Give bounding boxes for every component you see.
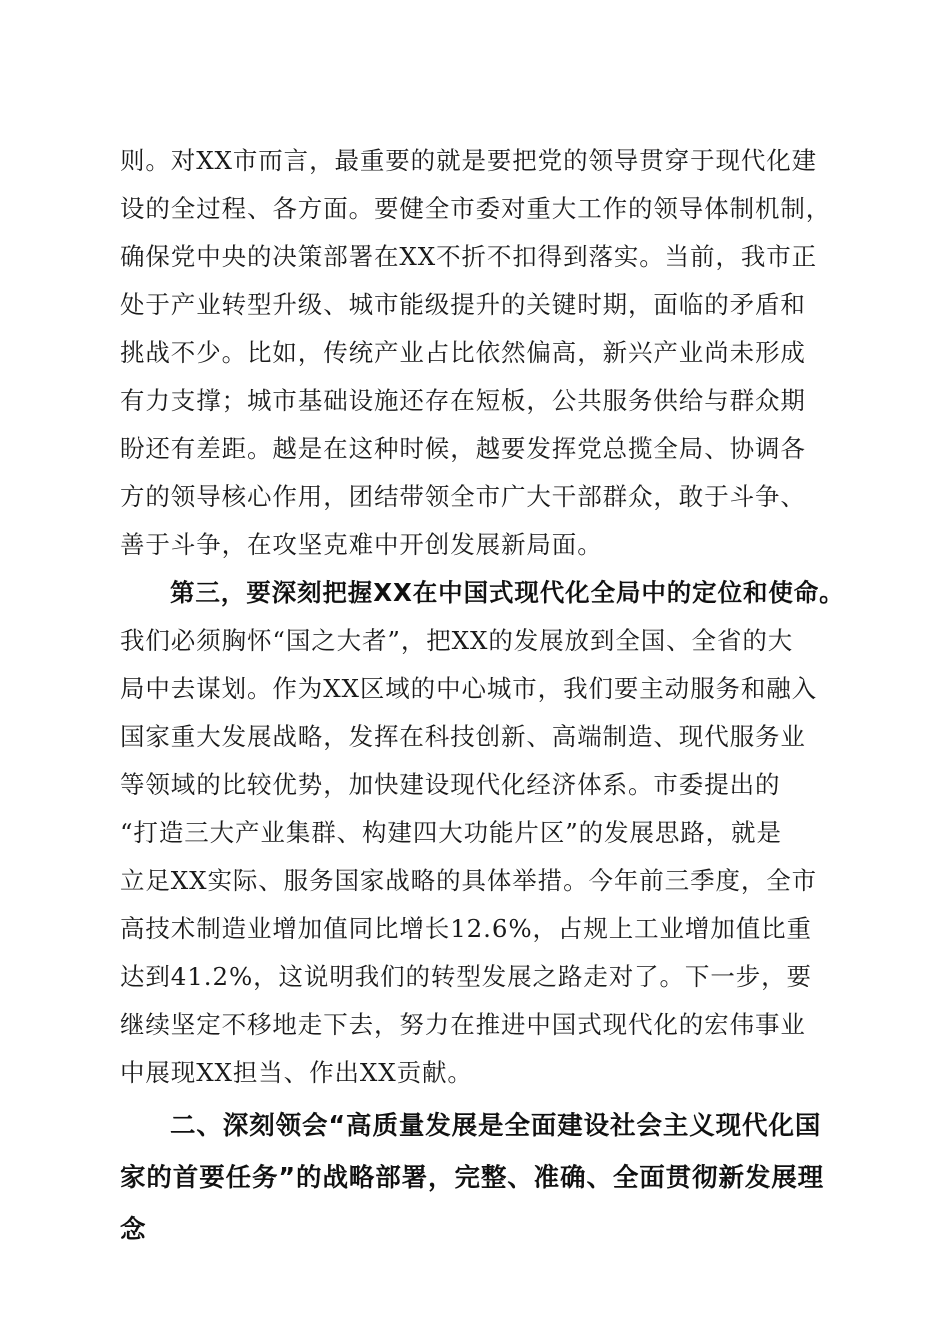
- section-heading-line: 家的首要任务”的战略部署，完整、准确、全面贯彻新发展理: [120, 1163, 825, 1193]
- body-text-line: 有力支撑；城市基础设施还存在短板，公共服务供给与群众期: [120, 386, 806, 415]
- body-text-line: 继续坚定不移地走下去，努力在推进中国式现代化的宏伟事业: [120, 1010, 806, 1039]
- paragraph-lead-sentence: 第三，要深刻把握XX在中国式现代化全局中的定位和使命。: [170, 578, 845, 607]
- body-text-line: 达到41.2%，这说明我们的转型发展之路走对了。下一步，要: [120, 962, 812, 991]
- body-text-line: 等领域的比较优势，加快建设现代化经济体系。市委提出的: [120, 770, 781, 799]
- body-text-line: 高技术制造业增加值同比增长12.6%，占规上工业增加值比重: [120, 914, 812, 943]
- section-heading-line: 二、深刻领会“高质量发展是全面建设社会主义现代化国: [170, 1111, 822, 1141]
- body-text-line: 中展现XX担当、作出XX贡献。: [120, 1058, 473, 1087]
- body-text-line: 盼还有差距。越是在这种时候，越要发挥党总揽全局、协调各: [120, 434, 806, 463]
- body-text-line: 则。对XX市而言，最重要的就是要把党的领导贯穿于现代化建: [120, 146, 818, 175]
- body-text-line: 局中去谋划。作为XX区域的中心城市，我们要主动服务和融入: [120, 674, 818, 703]
- body-text-line: 立足XX实际、服务国家战略的具体举措。今年前三季度，全市: [120, 866, 818, 895]
- body-text-line: 方的领导核心作用，团结带领全市广大干部群众，敢于斗争、: [120, 482, 806, 511]
- body-text-line: 挑战不少。比如，传统产业占比依然偏高，新兴产业尚未形成: [120, 338, 806, 367]
- body-text-line: 我们必须胸怀“国之大者”，把XX的发展放到全国、全省的大: [120, 626, 794, 655]
- body-text-line: 处于产业转型升级、城市能级提升的关键时期，面临的矛盾和: [120, 290, 806, 319]
- body-text-line: 国家重大发展战略，发挥在科技创新、高端制造、现代服务业: [120, 722, 806, 751]
- body-text-line: “打造三大产业集群、构建四大功能片区”的发展思路，就是: [120, 818, 782, 847]
- body-text-line: 确保党中央的决策部署在XX不折不扣得到落实。当前，我市正: [120, 242, 818, 271]
- body-text-line: 善于斗争，在攻坚克难中开创发展新局面。: [120, 530, 603, 559]
- body-text-line: 设的全过程、各方面。要健全市委对重大工作的领导体制机制，: [120, 194, 832, 223]
- section-heading-line: 念: [120, 1215, 147, 1245]
